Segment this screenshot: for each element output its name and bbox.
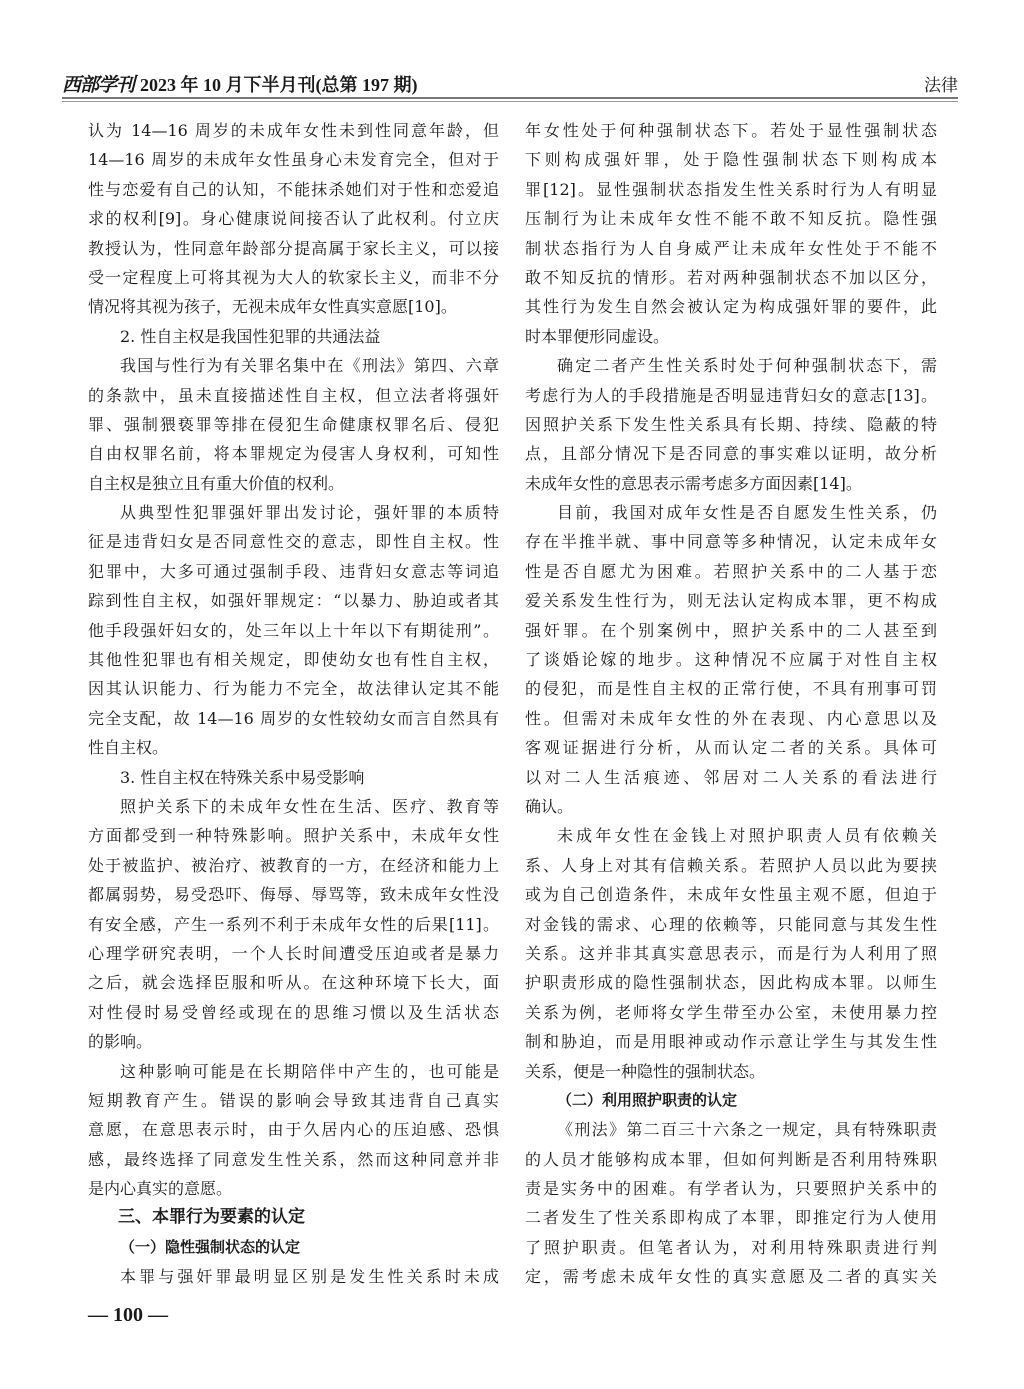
paragraph-line: 其性行为发生自然会被认定为构成强奸罪的要件，此 bbox=[525, 297, 937, 317]
paragraph-line: 因其认识能力、行为能力不完全，故法律认定其不能 bbox=[88, 679, 499, 699]
paragraph-line: 短期教育产生。错误的影响会导致其违背自己真实 bbox=[88, 1090, 499, 1110]
paragraph-line: 从典型性犯罪强奸罪出发讨论，强奸罪的本质特 bbox=[120, 503, 499, 523]
paragraph-line: 强奸罪。在个别案例中，照护关系中的二人甚至到 bbox=[525, 620, 937, 640]
paragraph-line: 系、人身上对其有信赖关系。若照护人员以此为要挟 bbox=[525, 855, 937, 875]
running-header bbox=[62, 70, 958, 96]
paragraph-line: 其他性犯罪也有相关规定，即使幼女也有性自主权， bbox=[88, 650, 499, 670]
paragraph-line: 未成年女性的意思表示需考虑多方面因素[14]。 bbox=[525, 473, 862, 493]
paragraph-line: 护职责形成的隐性强制状态，因此构成本罪。以师生 bbox=[525, 973, 937, 993]
paragraph-line: 目前，我国对成年女性是否自愿发生性关系，仍 bbox=[557, 503, 937, 523]
paragraph-line: 点，且部分情况下是否同意的事实难以证明，故分析 bbox=[525, 444, 937, 464]
issue-info: 2023 年 10 月下半月刊(总第 197 期) bbox=[140, 75, 418, 95]
paragraph-line: 的侵犯，而是性自主权的正常行使，不具有刑事可罚 bbox=[525, 679, 937, 699]
paragraph-line: 完全支配，故 14—16 周岁的女性较幼女而言自然具有 bbox=[88, 708, 499, 728]
header-rule bbox=[62, 97, 958, 99]
paragraph-line: 性是否自愿尤为困难。若照护关系中的二人基于恋 bbox=[525, 561, 937, 581]
subsection-heading: （一）隐性强制状态的认定 bbox=[120, 1237, 301, 1256]
paragraph-line: 二者发生了性关系即构成了本罪，即推定行为人使用 bbox=[525, 1208, 937, 1228]
paragraph-line: 心理学研究表明，一个人长时间遭受压迫或者是暴力 bbox=[88, 943, 499, 963]
paragraph-line: 感，最终选择了同意发生性关系，然而这种同意并非 bbox=[88, 1149, 499, 1169]
subheading: 2. 性自主权是我国性犯罪的共通法益 bbox=[120, 326, 381, 346]
paragraph-line: 时本罪便形同虚设。 bbox=[525, 326, 670, 346]
paragraph-line: 关系，便是一种隐性的强制状态。 bbox=[525, 1061, 766, 1081]
paragraph-line: 的人员才能够构成本罪，但如何判断是否利用特殊职 bbox=[525, 1149, 937, 1169]
paragraph-line: 的影响。 bbox=[88, 1032, 153, 1052]
paragraph-line: 罪[12]。显性强制状态指发生性关系时行为人有明显 bbox=[525, 179, 937, 199]
paragraph-line: 了照护职责。但笔者认为，对利用特殊职责进行判 bbox=[525, 1237, 937, 1257]
paragraph-line: 情况将其视为孩子，无视未成年女性真实意愿[10]。 bbox=[88, 297, 457, 317]
section-label: 法律 bbox=[924, 76, 958, 96]
paragraph-line: 了谈婚论嫁的地步。这种情况不应属于对性自主权 bbox=[525, 650, 937, 670]
paragraph-line: 因照护关系下发生性关系具有长期、持续、隐蔽的特 bbox=[525, 414, 937, 434]
paragraph-line: 责是实务中的困难。有学者认为，只要照护关系中的 bbox=[525, 1179, 937, 1199]
paragraph-line: 求的权利[9]。身心健康说间接否认了此权利。付立庆 bbox=[88, 209, 499, 229]
paragraph-line: 年女性处于何种强制状态下。若处于显性强制状态 bbox=[525, 121, 937, 140]
paragraph-line: 本罪与强奸罪最明显区别是发生性关系时未成 bbox=[120, 1267, 499, 1287]
paragraph-line: 处于被监护、被治疗、被教育的一方，在经济和能力上 bbox=[88, 855, 499, 875]
paragraph-line: 罪、强制猥亵罪等排在侵犯生命健康权罪名后、侵犯 bbox=[88, 414, 499, 434]
paragraph-line: 下则构成强奸罪，处于隐性强制状态下则构成本 bbox=[525, 150, 937, 170]
left-column bbox=[88, 116, 499, 1292]
paragraph-line: 14—16 周岁的未成年女性虽身心未发育完全，但对于 bbox=[88, 150, 499, 170]
paragraph-line: 都属弱势，易受恐吓、侮辱、辱骂等，致未成年女性没 bbox=[88, 885, 499, 905]
paragraph-line: 认为 14—16 周岁的未成年女性未到性同意年龄，但 bbox=[88, 121, 499, 140]
paragraph-line: 这种影响可能是在长期陪伴中产生的，也可能是 bbox=[120, 1061, 499, 1081]
paragraph-line: 之后，就会选择臣服和听从。在这种环境下长大，面 bbox=[88, 973, 499, 993]
paragraph-line: 自由权罪名前，将本罪规定为侵害人身权利，可知性 bbox=[88, 444, 499, 464]
paragraph-line: 定，需考虑未成年女性的真实意愿及二者的真实关 bbox=[525, 1267, 937, 1287]
header-rule-thin bbox=[62, 101, 958, 102]
paragraph-line: 自主权是独立且有重大价值的权利。 bbox=[88, 473, 345, 493]
paragraph-line: 受一定程度上可将其视为大人的软家长主义，而非不分 bbox=[88, 267, 499, 287]
paragraph-line: 征是违背妇女是否同意性交的意志，即性自主权。性 bbox=[88, 532, 499, 552]
paragraph-line: 性与恋爱有自己的认知，不能抹杀她们对于性和恋爱追 bbox=[88, 179, 499, 199]
paragraph-line: 有安全感，产生一系列不利于未成年女性的后果[11]。 bbox=[88, 914, 499, 934]
paragraph-line: 对性侵时易受曾经或现在的思维习惯以及生活状态 bbox=[88, 1002, 499, 1022]
paragraph-line: 确定二者产生性关系时处于何种强制状态下，需 bbox=[557, 356, 937, 376]
page-number: — 100 — bbox=[88, 1304, 168, 1326]
subsection-heading: （二）利用照护职责的认定 bbox=[557, 1090, 738, 1109]
paragraph-line: 确认。 bbox=[525, 796, 574, 816]
subheading: 3. 性自主权在特殊关系中易受影响 bbox=[120, 767, 365, 787]
paragraph-line: 爱关系发生性行为，则无法认定构成本罪，更不构成 bbox=[525, 591, 937, 611]
paragraph-line: 他手段强奸妇女的，处三年以上十年以下有期徒刑”。 bbox=[88, 620, 499, 640]
journal-logo: 西部学刊 bbox=[62, 74, 135, 96]
section-heading: 三、本罪行为要素的认定 bbox=[118, 1207, 305, 1228]
paragraph-line: 考虑行为人的手段措施是否明显违背妇女的意志[13]。 bbox=[525, 385, 937, 405]
paragraph-line: 教授认为，性同意年龄部分提高属于家长主义，可以接 bbox=[88, 238, 499, 258]
paragraph-line: 意愿，在意思表示时，由于久居内心的压迫感、恐惧 bbox=[88, 1120, 499, 1140]
paragraph-line: 犯罪中，大多可通过强制手段、违背妇女意志等词追 bbox=[88, 561, 499, 581]
paragraph-line: 《刑法》第二百三十六条之一规定，具有特殊职责 bbox=[557, 1120, 937, 1140]
paragraph-line: 照护关系下的未成年女性在生活、医疗、教育等 bbox=[120, 796, 499, 816]
paragraph-line: 制状态指行为人自身威严让未成年女性处于不能不 bbox=[525, 238, 937, 258]
paragraph-line: 以对二人生活痕迹、邻居对二人关系的看法进行 bbox=[525, 767, 937, 787]
paragraph-line: 未成年女性在金钱上对照护职责人员有依赖关 bbox=[557, 826, 937, 846]
paragraph-line: 性。但需对未成年女性的外在表现、内心意思以及 bbox=[525, 708, 937, 728]
paragraph-line: 或为自己创造条件，未成年女性虽主观不愿，但迫于 bbox=[525, 885, 937, 905]
paragraph-line: 性自主权。 bbox=[88, 738, 169, 758]
paragraph-line: 存在半推半就、事中同意等多种情况，认定未成年女 bbox=[525, 532, 937, 552]
paragraph-line: 的条款中，虽未直接描述性自主权，但立法者将强奸 bbox=[88, 385, 499, 405]
paragraph-line: 方面都受到一种特殊影响。照护关系中，未成年女性 bbox=[88, 826, 499, 846]
paragraph-line: 我国与性行为有关罪名集中在《刑法》第四、六章 bbox=[120, 356, 499, 376]
paragraph-line: 对金钱的需求、心理的依赖等，只能同意与其发生性 bbox=[525, 914, 937, 934]
right-column bbox=[525, 116, 937, 1292]
paragraph-line: 是内心真实的意愿。 bbox=[88, 1179, 233, 1199]
paragraph-line: 关系。这并非其真实意思表示，而是行为人利用了照 bbox=[525, 943, 937, 963]
paragraph-line: 压制行为让未成年女性不能不敢不知反抗。隐性强 bbox=[525, 209, 937, 229]
paragraph-line: 客观证据进行分析，从而认定二者的关系。具体可 bbox=[525, 738, 937, 758]
paragraph-line: 敢不知反抗的情形。若对两种强制状态不加以区分， bbox=[525, 267, 937, 287]
paragraph-line: 制和胁迫，而是用眼神或动作示意让学生与其发生性 bbox=[525, 1032, 937, 1052]
paragraph-line: 关系为例，老师将女学生带至办公室，未使用暴力控 bbox=[525, 1002, 937, 1022]
paragraph-line: 踪到性自主权，如强奸罪规定：“以暴力、胁迫或者其 bbox=[88, 591, 499, 611]
